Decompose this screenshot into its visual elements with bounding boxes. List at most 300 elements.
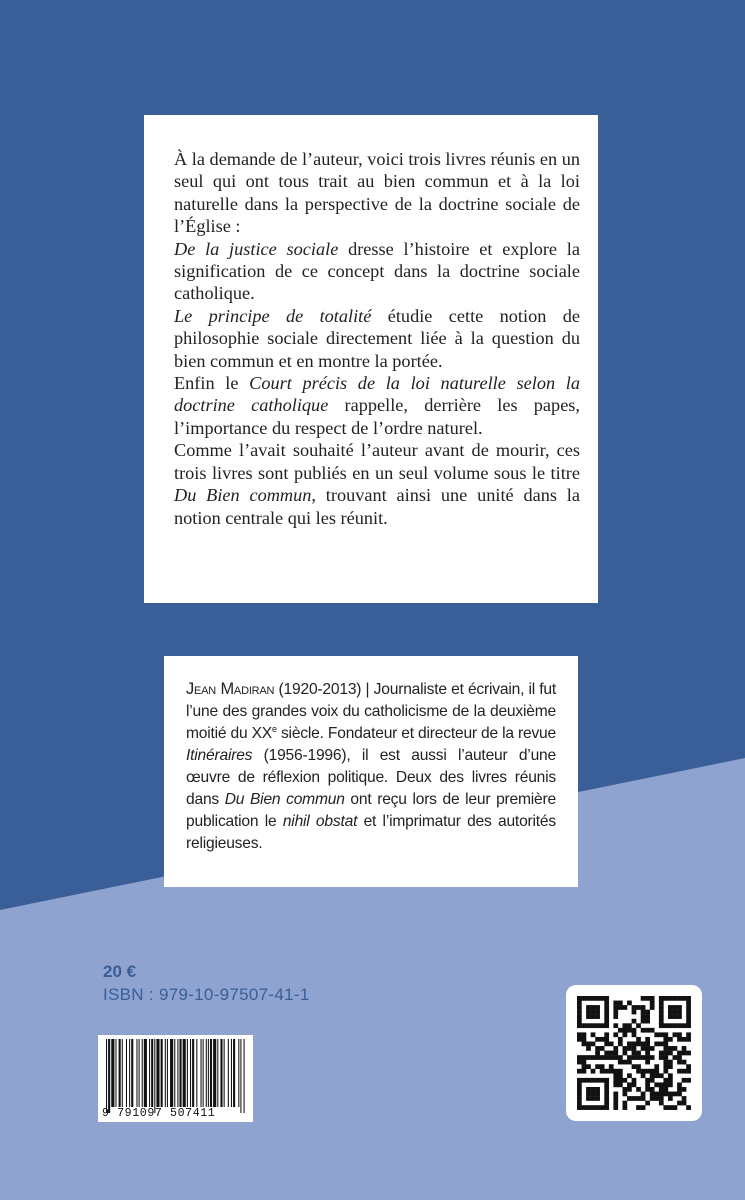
qr-module <box>582 1064 587 1069</box>
qr-module <box>682 996 687 1001</box>
qr-module <box>677 1014 682 1019</box>
qr-module <box>663 1051 668 1056</box>
barcode-bar <box>122 1039 123 1107</box>
qr-module <box>613 1001 618 1006</box>
qr-module <box>654 1082 659 1087</box>
qr-module <box>582 1042 587 1047</box>
barcode-bar <box>151 1039 153 1107</box>
barcode-bar <box>231 1039 232 1107</box>
qr-module <box>627 1042 632 1047</box>
qr-module <box>604 1055 609 1060</box>
qr-module <box>636 1055 641 1060</box>
qr-module <box>604 1069 609 1074</box>
qr-module <box>595 1010 600 1015</box>
qr-module <box>609 1055 614 1060</box>
barcode-bar <box>196 1039 197 1107</box>
qr-module <box>659 1073 664 1078</box>
barcode-bar <box>190 1039 191 1107</box>
barcode <box>98 1035 253 1122</box>
qr-module <box>604 1051 609 1056</box>
qr-module <box>632 1042 637 1047</box>
qr-module <box>632 1064 637 1069</box>
qr-module <box>632 1032 637 1037</box>
qr-module <box>623 1078 628 1083</box>
barcode-bar <box>149 1039 150 1107</box>
qr-module <box>586 1096 591 1101</box>
qr-module <box>623 1046 628 1051</box>
qr-module <box>650 1001 655 1006</box>
qr-module <box>677 1055 682 1060</box>
qr-module <box>677 1101 682 1106</box>
barcode-bar <box>167 1039 168 1107</box>
qr-module <box>577 1037 582 1042</box>
qr-module <box>627 1055 632 1060</box>
qr-module <box>668 1105 673 1110</box>
qr-module <box>686 1032 691 1037</box>
qr-module <box>641 1105 646 1110</box>
qr-module <box>686 1014 691 1019</box>
qr-module <box>636 1064 641 1069</box>
qr-module <box>600 1023 605 1028</box>
qr-module <box>659 1055 664 1060</box>
qr-module <box>654 1032 659 1037</box>
qr-module <box>659 1001 664 1006</box>
qr-module <box>577 1096 582 1101</box>
qr-module <box>591 1005 596 1010</box>
barcode-bar <box>206 1039 207 1107</box>
barcode-bar <box>170 1039 173 1107</box>
qr-module <box>577 996 582 1001</box>
qr-module <box>686 1105 691 1110</box>
qr-module <box>663 1042 668 1047</box>
qr-module <box>659 1101 664 1106</box>
qr-module <box>686 1064 691 1069</box>
qr-module <box>668 1010 673 1015</box>
qr-module <box>591 1010 596 1015</box>
qr-module <box>618 1042 623 1047</box>
barcode-bar <box>119 1039 121 1107</box>
qr-module <box>577 1032 582 1037</box>
qr-module <box>641 1005 646 1010</box>
author-bio-card: Jean Madiran (1920-2013) | Journaliste et écrivain, il fut l’une des grandes voix du catholicisme de la deuxième moitié du XXe siècle. Fondateur et directeur de la revue Itinéraires (1956-1996), il est aussi l’auteur d’une œuvre de réflexion politique. Deux des livres réunis dans Du Bien commun ont reçu lors de leur première publication le nihil obstat et l’imprimatur des autorités religieuses. <box>164 656 578 887</box>
qr-module <box>641 1073 646 1078</box>
qr-module <box>627 1028 632 1033</box>
qr-module <box>632 1055 637 1060</box>
book-title: Court précis de la loi naturelle selon la doctrine catholique <box>174 373 581 416</box>
qr-module <box>645 1046 650 1051</box>
qr-module <box>577 1101 582 1106</box>
qr-module <box>668 1096 673 1101</box>
qr-module <box>686 1019 691 1024</box>
qr-module <box>632 1046 637 1051</box>
qr-module <box>636 1042 641 1047</box>
qr-module <box>663 1105 668 1110</box>
qr-module <box>650 1055 655 1060</box>
qr-module <box>582 1069 587 1074</box>
qr-module <box>654 1073 659 1078</box>
qr-module <box>577 1001 582 1006</box>
qr-module <box>582 1060 587 1065</box>
qr-module <box>663 1037 668 1042</box>
qr-module <box>613 1055 618 1060</box>
isbn-label: ISBN : 979-10-97507-41-1 <box>103 985 310 1004</box>
qr-module <box>645 1010 650 1015</box>
qr-module <box>645 1028 650 1033</box>
qr-module <box>641 1042 646 1047</box>
qr-module <box>677 1005 682 1010</box>
qr-module <box>645 1051 650 1056</box>
qr-module <box>591 1105 596 1110</box>
qr-module <box>623 1005 628 1010</box>
qr-module <box>673 1014 678 1019</box>
qr-module <box>591 1087 596 1092</box>
qr-module <box>650 1073 655 1078</box>
qr-module <box>673 1105 678 1110</box>
qr-module <box>582 1105 587 1110</box>
qr-module <box>627 1073 632 1078</box>
qr-module <box>627 1046 632 1051</box>
qr-module <box>604 1019 609 1024</box>
barcode-bar <box>139 1039 140 1107</box>
qr-module <box>613 1069 618 1074</box>
qr-module <box>645 1069 650 1074</box>
qr-module <box>595 1014 600 1019</box>
qr-module <box>645 1082 650 1087</box>
qr-module <box>577 1069 582 1074</box>
barcode-bar <box>106 1039 107 1113</box>
qr-module <box>577 1092 582 1097</box>
qr-module <box>663 1060 668 1065</box>
qr-module <box>586 1087 591 1092</box>
qr-module <box>586 1055 591 1060</box>
qr-module <box>659 1032 664 1037</box>
qr-module <box>654 1064 659 1069</box>
qr-module <box>632 1082 637 1087</box>
barcode-bar <box>183 1039 186 1107</box>
qr-module <box>595 1096 600 1101</box>
qr-module <box>677 1010 682 1015</box>
book-title: Du Bien commun <box>174 485 312 506</box>
qr-module <box>604 1105 609 1110</box>
qr-module <box>632 1019 637 1024</box>
book-title: Le principe de totalité <box>174 305 372 326</box>
barcode-bar <box>220 1039 222 1107</box>
qr-module <box>641 1014 646 1019</box>
qr-module <box>682 1087 687 1092</box>
qr-module <box>645 1014 650 1019</box>
qr-module <box>618 1055 623 1060</box>
blurb-paragraph-2: De la justice sociale dresse l’histoire et explore la signification de ce concept dans la doctrine sociale catholique. <box>174 238 580 304</box>
qr-module <box>604 1032 609 1037</box>
qr-module <box>673 1055 678 1060</box>
qr-module <box>650 1005 655 1010</box>
qr-module <box>627 1023 632 1028</box>
qr-module <box>577 1078 582 1083</box>
qr-module <box>682 1037 687 1042</box>
barcode-bar <box>108 1039 110 1113</box>
qr-module <box>663 1055 668 1060</box>
qr-module <box>668 1037 673 1042</box>
qr-module <box>686 1078 691 1083</box>
qr-module <box>613 1005 618 1010</box>
qr-module <box>623 1101 628 1106</box>
qr-module <box>586 1042 591 1047</box>
qr-module <box>677 1023 682 1028</box>
qr-module <box>604 1092 609 1097</box>
qr-module <box>673 1092 678 1097</box>
qr-module <box>686 1010 691 1015</box>
qr-module <box>668 1046 673 1051</box>
qr-module <box>623 1051 628 1056</box>
barcode-bar <box>131 1039 133 1107</box>
qr-module <box>591 1032 596 1037</box>
qr-module <box>586 1092 591 1097</box>
blurb-paragraph-4: Enfin le Court précis de la loi naturelle selon la doctrine catholique rappelle, derrière les papes, l’importance du respect de l’ordre naturel. <box>174 373 581 438</box>
qr-module <box>686 1001 691 1006</box>
qr-module <box>636 1023 641 1028</box>
qr-module <box>595 1005 600 1010</box>
blurb-paragraph-1: À la demande de l’auteur, voici trois livres réunis en un seul qui ont tous trait au bien commun et à la loi naturelle dans la perspective de la doctrine sociale de l’Église : <box>174 149 580 237</box>
barcode-bar <box>187 1039 188 1107</box>
barcode-bar <box>192 1039 194 1107</box>
qr-module <box>582 996 587 1001</box>
book-title: Du Bien commun <box>224 791 345 808</box>
qr-module <box>668 996 673 1001</box>
qr-module <box>577 1014 582 1019</box>
barcode-bar <box>154 1039 155 1113</box>
qr-module <box>618 1037 623 1042</box>
qr-module <box>650 1092 655 1097</box>
qr-module <box>627 1082 632 1087</box>
barcode-bar <box>180 1039 182 1107</box>
qr-module <box>604 1078 609 1083</box>
qr-module <box>586 1023 591 1028</box>
qr-module <box>613 1032 618 1037</box>
qr-module <box>663 1078 668 1083</box>
qr-module <box>604 1101 609 1106</box>
qr-module <box>659 1092 664 1097</box>
qr-module <box>591 996 596 1001</box>
qr-module <box>668 1082 673 1087</box>
qr-module <box>659 1087 664 1092</box>
qr-module <box>659 1096 664 1101</box>
barcode-bar <box>129 1039 130 1107</box>
qr-module <box>604 996 609 1001</box>
qr-module <box>609 1069 614 1074</box>
qr-module <box>663 1082 668 1087</box>
qr-module <box>613 1014 618 1019</box>
qr-module <box>623 1028 628 1033</box>
qr-module <box>677 1037 682 1042</box>
qr-module <box>627 1096 632 1101</box>
qr-module <box>595 1051 600 1056</box>
qr-module <box>577 1005 582 1010</box>
qr-module <box>650 1028 655 1033</box>
qr-module <box>686 1023 691 1028</box>
qr-module <box>682 1101 687 1106</box>
qr-module <box>663 1069 668 1074</box>
qr-module <box>623 1060 628 1065</box>
qr-module <box>600 1037 605 1042</box>
qr-module <box>613 1010 618 1015</box>
qr-module <box>613 1051 618 1056</box>
qr-module <box>618 1005 623 1010</box>
barcode-bar <box>144 1039 147 1107</box>
blurb-paragraph-5: Comme l’avait souhaité l’auteur avant de mourir, ces trois livres sont publiés en un seul volume sous le titre Du Bien commun, trouvant ainsi une unité dans la notion centrale qui les réunit. <box>174 440 580 528</box>
qr-module <box>595 1023 600 1028</box>
qr-module <box>591 1042 596 1047</box>
qr-module <box>591 1092 596 1097</box>
qr-module <box>659 1005 664 1010</box>
qr-module <box>577 1019 582 1024</box>
qr-module <box>682 1096 687 1101</box>
qr-module <box>641 1069 646 1074</box>
journal-title: Itinéraires <box>186 747 253 764</box>
qr-module <box>659 1023 664 1028</box>
qr-module <box>618 1078 623 1083</box>
qr-module <box>577 1023 582 1028</box>
barcode-bar <box>136 1039 137 1107</box>
qr-module <box>663 996 668 1001</box>
qr-module <box>586 1105 591 1110</box>
qr-module <box>613 1073 618 1078</box>
qr-module <box>668 1014 673 1019</box>
qr-module <box>654 1042 659 1047</box>
qr-module <box>663 1046 668 1051</box>
barcode-bar <box>213 1039 216 1107</box>
qr-module <box>682 1060 687 1065</box>
qr-module <box>645 1087 650 1092</box>
qr-module <box>613 1105 618 1110</box>
qr-module <box>632 1051 637 1056</box>
qr-module <box>618 1073 623 1078</box>
qr-module <box>595 1092 600 1097</box>
barcode-bar <box>240 1039 241 1113</box>
qr-module <box>673 1010 678 1015</box>
qr-module <box>686 996 691 1001</box>
qr-module <box>604 1005 609 1010</box>
qr-module <box>586 1046 591 1051</box>
qr-module <box>668 1078 673 1083</box>
qr-module <box>604 1096 609 1101</box>
qr-module <box>632 1096 637 1101</box>
qr-module <box>586 1064 591 1069</box>
qr-module <box>650 1096 655 1101</box>
qr-module <box>686 1005 691 1010</box>
qr-module <box>650 1087 655 1092</box>
qr-module <box>650 1078 655 1083</box>
qr-module <box>636 1087 641 1092</box>
qr-module <box>650 1069 655 1074</box>
qr-module <box>627 1087 632 1092</box>
qr-module <box>673 1023 678 1028</box>
qr-module <box>659 1010 664 1015</box>
qr-module <box>686 1051 691 1056</box>
barcode-bar <box>177 1039 178 1107</box>
qr-module <box>595 1037 600 1042</box>
qr-module <box>586 996 591 1001</box>
qr-module <box>677 1060 682 1065</box>
qr-module <box>677 1087 682 1092</box>
qr-module <box>591 1069 596 1074</box>
barcode-bar <box>203 1039 204 1107</box>
qr-module <box>600 1069 605 1074</box>
qr-module <box>673 1046 678 1051</box>
qr-module <box>582 1037 587 1042</box>
qr-module <box>663 1087 668 1092</box>
qr-module <box>604 1010 609 1015</box>
qr-module <box>577 1010 582 1015</box>
qr-module <box>613 1101 618 1106</box>
qr-module <box>595 1064 600 1069</box>
barcode-bar <box>126 1039 127 1107</box>
qr-module <box>659 1019 664 1024</box>
qr-module <box>663 1023 668 1028</box>
qr-module <box>645 1055 650 1060</box>
qr-module <box>654 1069 659 1074</box>
qr-module <box>604 1082 609 1087</box>
qr-module <box>663 1032 668 1037</box>
nihil-obstat: nihil obstat <box>282 813 358 830</box>
qr-module <box>682 1051 687 1056</box>
qr-module <box>636 1037 641 1042</box>
barcode-bar <box>111 1039 114 1107</box>
qr-module <box>604 1042 609 1047</box>
qr-module <box>591 1096 596 1101</box>
qr-module <box>582 1023 587 1028</box>
qr-module <box>641 1092 646 1097</box>
qr-module <box>645 1019 650 1024</box>
barcode-bar <box>233 1039 235 1107</box>
qr-module <box>677 1069 682 1074</box>
qr-module <box>654 1092 659 1097</box>
qr-module <box>668 1051 673 1056</box>
author-name: Jean Madiran <box>186 680 275 698</box>
qr-module <box>586 1005 591 1010</box>
qr-module <box>668 1064 673 1069</box>
barcode-bar <box>244 1039 245 1113</box>
barcode-bar <box>174 1039 175 1107</box>
qr-module <box>595 1055 600 1060</box>
qr-module <box>632 1078 637 1083</box>
qr-code[interactable] <box>566 985 702 1121</box>
qr-module <box>668 1060 673 1065</box>
barcode-bar <box>142 1039 143 1107</box>
qr-module <box>609 1042 614 1047</box>
barcode-bar <box>115 1039 116 1107</box>
qr-module <box>636 1105 641 1110</box>
qr-module <box>636 1096 641 1101</box>
qr-module <box>595 996 600 1001</box>
qr-module <box>618 1060 623 1065</box>
book-title: De la justice sociale <box>174 238 339 259</box>
qr-module <box>641 996 646 1001</box>
qr-module <box>600 1064 605 1069</box>
qr-module <box>618 1028 623 1033</box>
barcode-bar <box>208 1039 209 1107</box>
qr-module <box>659 996 664 1001</box>
qr-module <box>623 1092 628 1097</box>
qr-module <box>636 1069 641 1074</box>
qr-module <box>613 1046 618 1051</box>
qr-module <box>641 1019 646 1024</box>
qr-module <box>604 1023 609 1028</box>
qr-module <box>586 1010 591 1015</box>
qr-module <box>595 1105 600 1110</box>
qr-module <box>682 1069 687 1074</box>
qr-module <box>636 1005 641 1010</box>
barcode-bar <box>201 1039 202 1107</box>
